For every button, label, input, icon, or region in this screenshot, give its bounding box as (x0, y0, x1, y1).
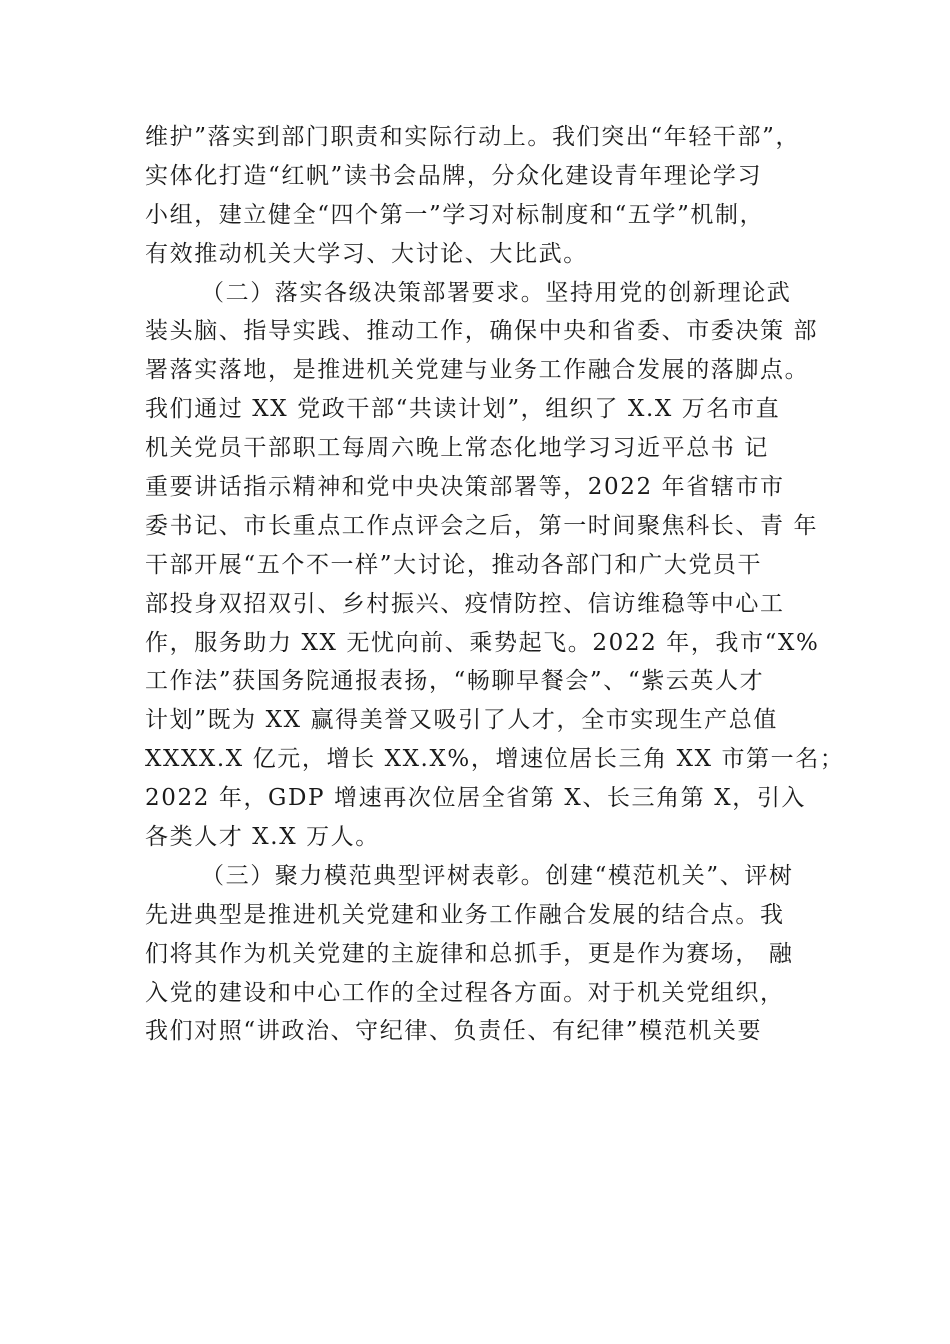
paragraph-start-line: （三）聚力模范典型评树表彰。创建“模范机关”、评树 (201, 862, 794, 889)
text-line: 2022 年，GDP 增速再次位居全省第 X、长三角第 X，引入 (145, 785, 807, 812)
text-line: 维护”落实到部门职责和实际行动上。我们突出“年轻干部”， (145, 124, 801, 150)
body-text (145, 118, 845, 1051)
text-line: 有效推动机关大学习、大讨论、大比武。 (145, 240, 588, 267)
text-line: 各类人才 X.X 万人。 (145, 824, 380, 851)
text-line: 我们通过 XX 党政干部“共读计划”，组织了 X.X 万名市直 (145, 396, 781, 423)
text-line: 实体化打造“红帆”读书会品牌，分众化建设青年理论学习 (145, 162, 763, 189)
text-line: 署落实落地，是推进机关党建与业务工作融合发展的落脚点。 (145, 357, 810, 384)
text-line: 工作法”获国务院通报表扬，“畅聊早餐会”、“紫云英人才 (145, 668, 765, 695)
text-line: 作，服务助力 XX 无忧向前、乘势起飞。2022 年，我市“X% (145, 629, 820, 656)
text-line: 部投身双招双引、乡村振兴、疫情防控、信访维稳等中心工 (145, 590, 785, 617)
paragraph-start-line: （二）落实各级决策部署要求。坚持用党的创新理论武 (201, 279, 792, 306)
text-line: 干部开展“五个不一样”大讨论，推动各部门和广大党员干 (145, 551, 763, 578)
text-line: 先进典型是推进机关党建和业务工作融合发展的结合点。我 (145, 901, 785, 928)
text-line: 委书记、市长重点工作点评会之后，第一时间聚焦科长、青 年 (145, 512, 819, 539)
text-line: 计划”既为 XX 赢得美誉又吸引了人才，全市实现生产总值 (145, 707, 778, 734)
text-line: 入党的建设和中心工作的全过程各方面。对于机关党组织， (145, 979, 785, 1006)
text-line: XXXX.X 亿元，增长 XX.X%，增速位居长三角 XX 市第一名； (145, 746, 845, 773)
text-line: 小组，建立健全“四个第一”学习对标制度和“五学”机制， (145, 201, 765, 228)
text-line: 机关党员干部职工每周六晚上常态化地学习习近平总书 记 (145, 435, 769, 462)
text-line: 我们对照“讲政治、守纪律、负责任、有纪律”模范机关要 (145, 1018, 763, 1045)
text-line: 们将其作为机关党建的主旋律和总抓手，更是作为赛场， 融 (145, 940, 794, 967)
text-line: 重要讲话指示精神和党中央决策部署等，2022 年省辖市市 (145, 474, 785, 501)
text-line: 装头脑、指导实践、推动工作，确保中央和省委、市委决策 部 (145, 318, 819, 345)
